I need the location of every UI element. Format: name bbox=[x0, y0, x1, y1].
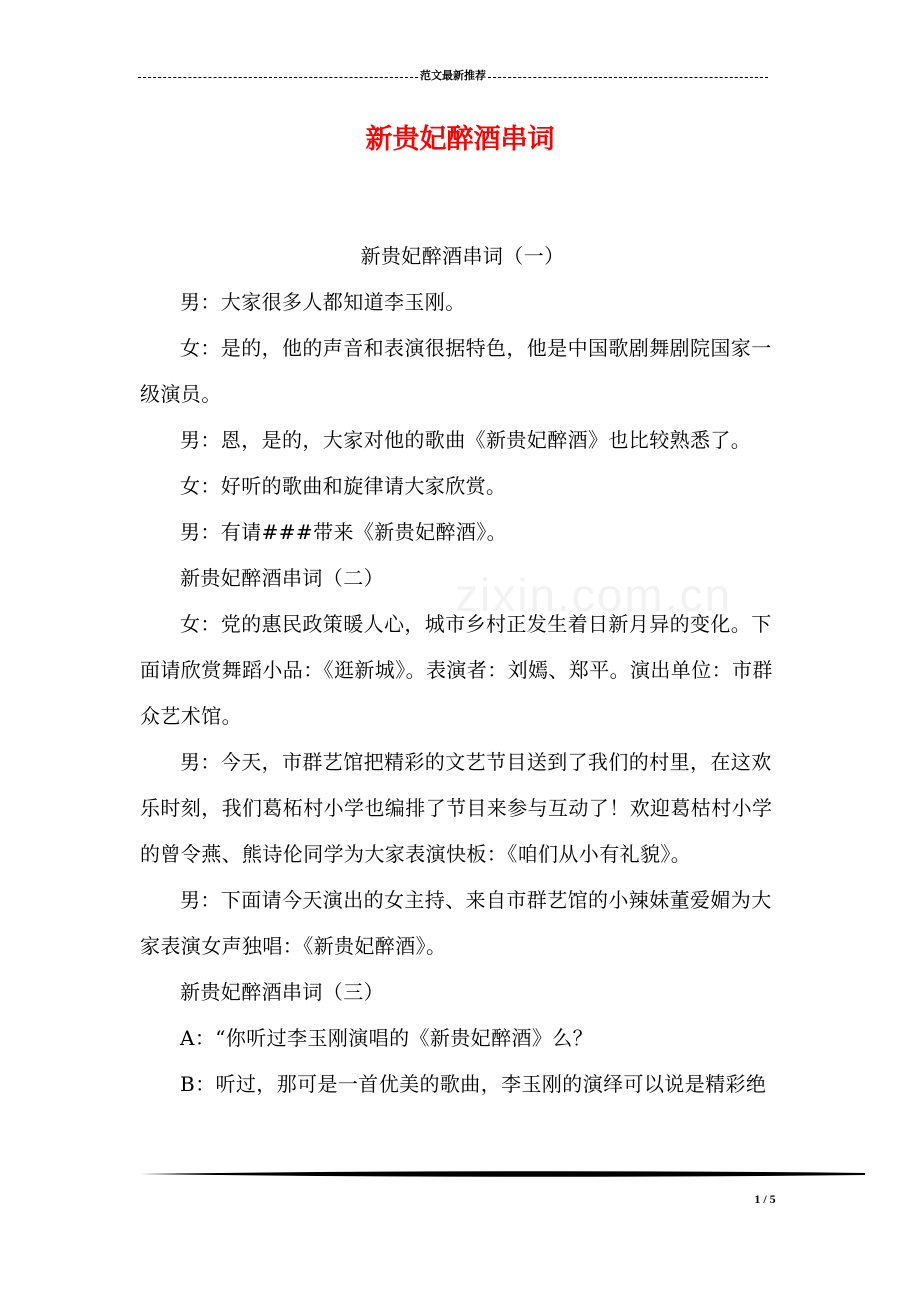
dialogue-line: 女：党的惠民政策暖人心，城市乡村正发生着日新月异的变化。下面请欣赏舞蹈小品：《逛新城》。表演者：刘嫣、郑平。演出单位：市群众艺术馆。 bbox=[140, 612, 773, 728]
header-dash-right bbox=[488, 77, 768, 78]
section-heading-3: 新贵妃醉酒串词（三） bbox=[180, 980, 384, 1004]
header-label: 范文最新推荐 bbox=[420, 70, 486, 82]
watermark: zixin.com.cn bbox=[455, 569, 733, 621]
section-heading-1: 新贵妃醉酒串词（一） bbox=[360, 244, 565, 268]
dialogue-line: 男：恩，是的，大家对他的歌曲《新贵妃醉酒》也比较熟悉了。 bbox=[180, 428, 752, 452]
dialogue-line: 女：好听的歌曲和旋律请大家欣赏。 bbox=[180, 474, 507, 498]
document-body bbox=[140, 233, 785, 1107]
dialogue-line: 男：有请###带来《新贵妃醉酒》。 bbox=[180, 520, 508, 544]
header-dash-left bbox=[138, 77, 418, 78]
section-heading-2: 新贵妃醉酒串词（二） bbox=[180, 566, 384, 590]
dialogue-line: 男：今天，市群艺馆把精彩的文艺节目送到了我们的村里，在这欢乐时刻，我们葛柘村小学也编排了节目来参与互动了！欢迎葛枯村小学的曾令燕、熊诗伦同学为大家表演快板：《咱们从小有礼貌》。 bbox=[140, 750, 773, 866]
dialogue-line: 男：下面请今天演出的女主持、来自市群艺馆的小辣妹董爱媚为大家表演女声独唱：《新贵妃醉酒》。 bbox=[140, 888, 772, 958]
page-header bbox=[138, 68, 768, 84]
dialogue-line: 女：是的，他的声音和表演很据特色，他是中国歌剧舞剧院国家一级演员。 bbox=[140, 336, 772, 406]
dialogue-line: 男：大家很多人都知道李玉刚。 bbox=[180, 290, 466, 314]
page-number: 1 / 5 bbox=[754, 1192, 776, 1206]
document-title: 新贵妃醉酒串词 bbox=[365, 124, 555, 155]
dialogue-line: B：听过，那可是一首优美的歌曲，李玉刚的演绎可以说是精彩绝 bbox=[180, 1072, 767, 1096]
footer-rule bbox=[140, 1170, 865, 1178]
dialogue-line: A：“你听过李玉刚演唱的《新贵妃醉酒》么？ bbox=[180, 1026, 594, 1050]
